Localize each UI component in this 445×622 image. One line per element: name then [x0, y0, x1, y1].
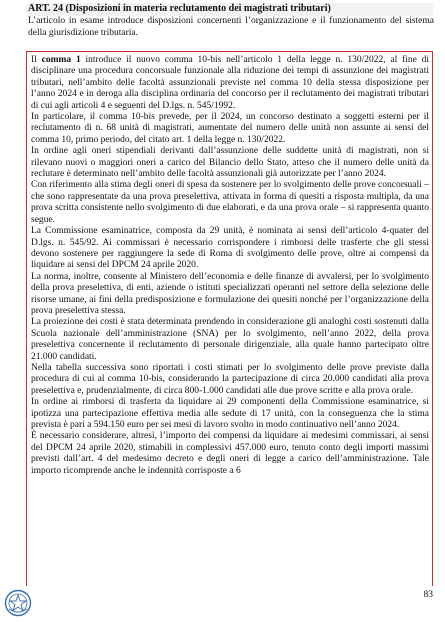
article-intro: L’articolo in esame introduce disposizioni concernenti l’organizzazione e il funzionamento del sistema della giurisdizione tributaria. — [28, 16, 434, 38]
paragraph: La norma, inoltre, consente al Ministero dell’economia e delle finanze di avvalersi, per lo svolgimento della prova preselettiva, di enti, aziende o istituti specializzati operanti nel settore della selezione delle risorse umane, ai fini della predisposizione e formulazione dei quesiti nonché per l’organizzazione della prova preselettiva stessa. — [31, 271, 429, 316]
highlighted-text-box — [26, 51, 433, 586]
paragraph: Nella tabella successiva sono riportati i costi stimati per lo svolgimento delle prove previste dalla procedura di cui al comma 10-bis, considerando la partecipazione di circa 20.000 candidati alla prova preselettiva e, prudenzialmente, di circa 800-1.000 candidati alle due prove scritte e alla prova orale. — [31, 362, 429, 396]
paragraph: La Commissione esaminatrice, composta da 29 unità, è nominata ai sensi dell’articolo 4-quater del D.lgs. n. 545/92. Ai commissari è necessario corrispondere i rimborsi delle trasferte che gli stessi devono sostenere per raggiungere la sede di Roma di svolgimento delle prove, oltre ai compensi da liquidare ai sensi del DPCM 24 aprile 2020. — [31, 226, 429, 271]
emblem-icon — [4, 589, 32, 617]
paragraph: Con riferimento alla stima degli oneri di spesa da sostenere per lo svolgimento delle prove concorsuali – che sono rappresentate da una prova preselettiva, attivata in forma di quesiti a risposta multipla, da una prova scritta consistente nello svolgimento di due elaborati, e da una prova orale – si rappresenta quanto segue. — [31, 180, 429, 225]
paragraph: La proiezione dei costi è stata determinata prendendo in considerazione gli analoghi costi sostenuti dalla Scuola nazionale dell’amministrazione (SNA) per lo svolgimento, nell’anno 2022, della prova preselettiva concernente il reclutamento di personale dirigenziale, alla quale hanno partecipato oltre 21.000 candidati. — [31, 317, 429, 362]
page-number: 83 — [423, 590, 433, 600]
paragraph: Il comma 1 introduce il nuovo comma 10-bis nell’articolo 1 della legge n. 130/2022, al fine di disciplinare una procedura concorsuale funzionale alla riduzione dei tempi di assunzione dei magistrati tributari, nell’ambito delle facoltà assunzionali previste nel comma 10 della stessa disposizione per l’anno 2024 e in deroga alla disciplina ordinaria del concorso per il reclutamento dei magistrati tributari di cui agli articoli 4 e seguenti del D.lgs. n. 545/1992. — [31, 55, 430, 111]
paragraph: In ordine ai rimborsi di trasferta da liquidare ai 29 componenti della Commissione esaminatrice, si ipotizza una partecipazione effettiva media alle sedute di 17 unità, con la conseguenza che la stima prevista è pari a 594.150 euro per sei mesi di lavoro svolto in modo continuativo nell’anno 2024. — [31, 397, 429, 430]
paragraph: È necessario considerare, altresì, l’importo dei compensi da liquidare ai medesimi commissari, ai sensi del DPCM 24 aprile 2020, stimabili in complessivi 457.000 euro, tenuto conto degli importi massimi previsti dall’art. 4 del medesimo decreto e degli oneri di legge a carico dell’amministrazione. Tale importo ricomprende anche le indennità corrisposte a 6 — [31, 431, 429, 476]
article-heading: ART. 24 (Disposizioni in materia reclutamento dei magistrati tributari) — [28, 3, 331, 14]
paragraph: In particolare, il comma 10-bis prevede, per il 2024, un concorso destinato a soggetti esterni per il reclutamento di n. 68 unità di magistrati, aumentate del numero delle unità non assunte ai sensi del comma 10, primo periodo, del citato art. 1 della legge n. 130/2022. — [31, 112, 429, 145]
paragraph: In ordine agli oneri stipendiali derivanti dall’assunzione delle suddette unità di magistrati, non si rilevano nuovi o maggiori oneri a carico del Bilancio dello Stato, atteso che il numero delle unità da reclutare è determinato nell’ambito delle facoltà assunzionali già autorizzate per l’anno 2024. — [31, 146, 429, 180]
